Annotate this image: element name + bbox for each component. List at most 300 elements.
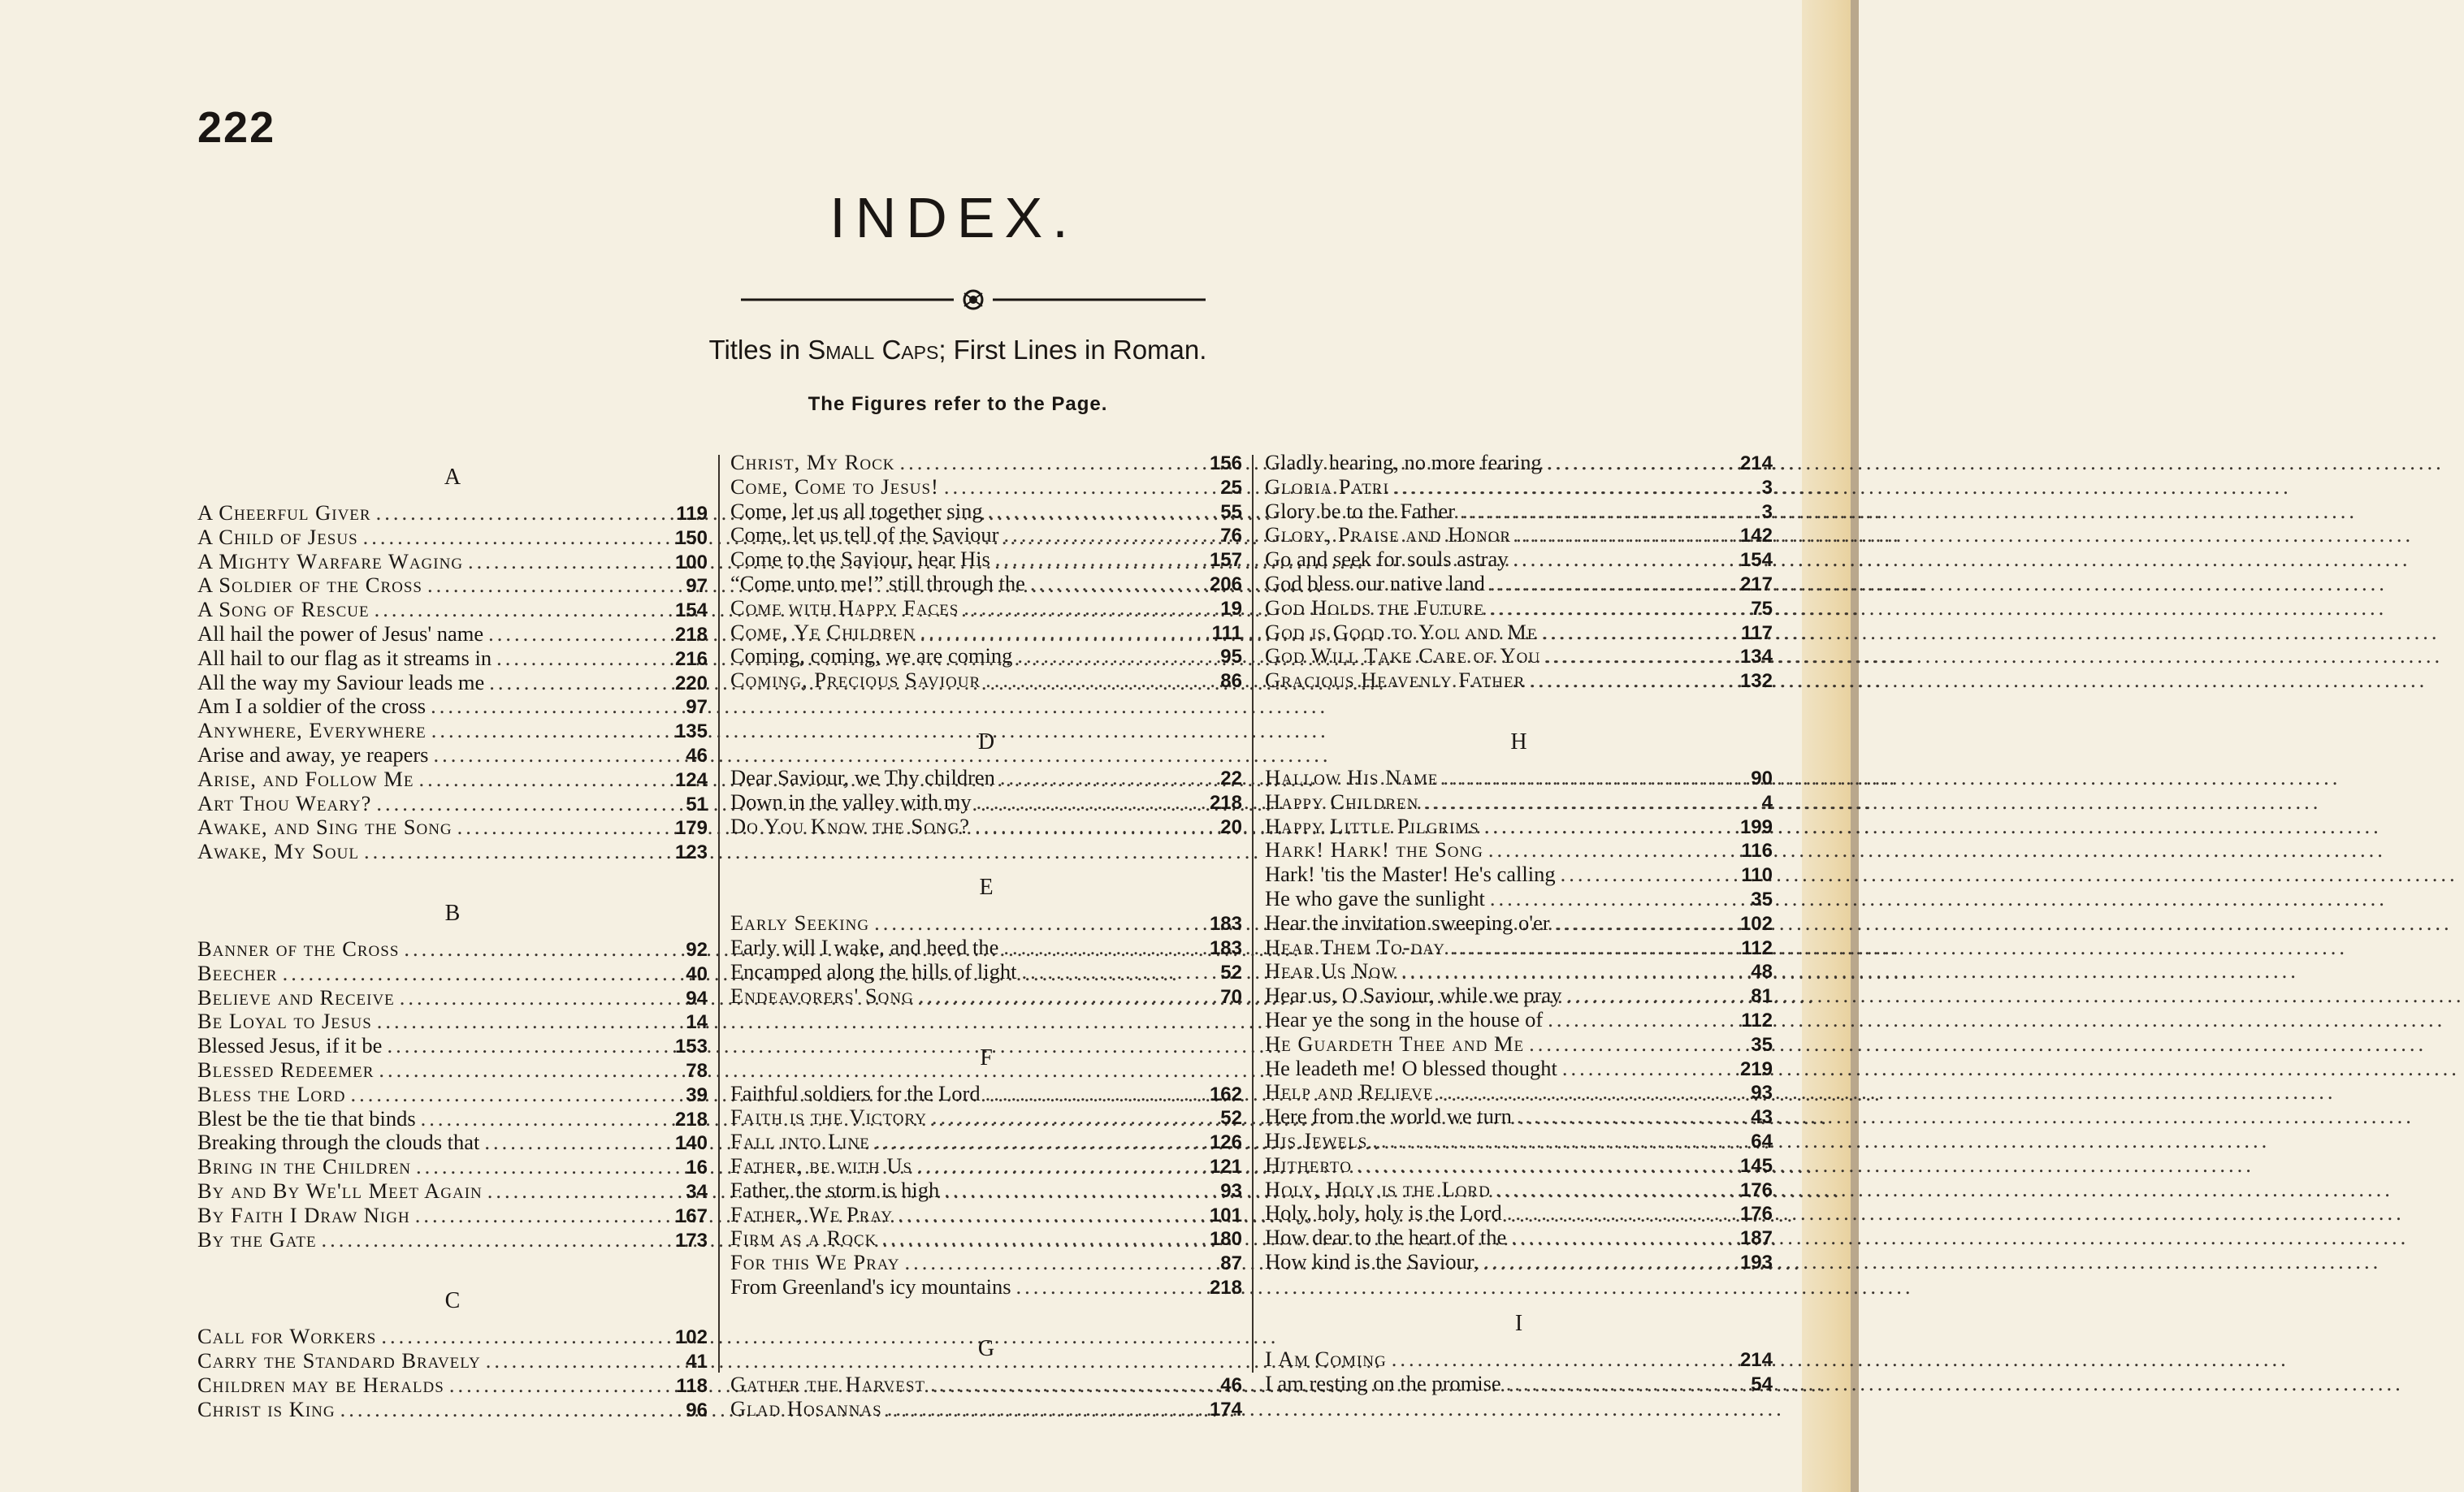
entry-page-number: 97 bbox=[686, 696, 708, 719]
entry-name: A Soldier of the Cross bbox=[197, 573, 422, 598]
index-entry bbox=[1265, 1129, 1773, 1153]
entry-page-number: 40 bbox=[686, 962, 708, 985]
dot-leader bbox=[1450, 936, 1730, 960]
dot-leader bbox=[375, 598, 665, 622]
section-letter: C bbox=[444, 1288, 461, 1314]
index-entry bbox=[197, 1107, 708, 1131]
dot-leader bbox=[904, 1251, 1200, 1275]
dot-leader bbox=[484, 1131, 665, 1155]
index-entry bbox=[1265, 621, 1773, 645]
index-entry bbox=[197, 1398, 708, 1422]
subtitle-part-c: ; First Lines in Roman. bbox=[938, 335, 1207, 365]
entry-page-number: 217 bbox=[1739, 573, 1773, 595]
entry-name: Father, the storm is high bbox=[730, 1177, 940, 1202]
dot-leader bbox=[985, 1082, 1200, 1106]
section-letter: I bbox=[1514, 1310, 1523, 1336]
dot-leader bbox=[1030, 572, 1200, 596]
entry-page-number: 145 bbox=[1739, 1154, 1773, 1177]
entry-name: All the way my Saviour leads me bbox=[197, 669, 485, 694]
dot-leader bbox=[364, 840, 665, 864]
entry-name: Anywhere, Everywhere bbox=[197, 718, 427, 743]
entry-page-number: 96 bbox=[686, 1399, 708, 1421]
dot-leader bbox=[496, 647, 665, 671]
index-entry bbox=[197, 1325, 708, 1349]
index-entry bbox=[730, 547, 1242, 572]
entry-page-number: 20 bbox=[1220, 815, 1242, 838]
entry-name: Banner of the Cross bbox=[197, 936, 400, 961]
entry-page-number: 41 bbox=[686, 1351, 708, 1373]
dot-leader bbox=[1003, 936, 1200, 960]
entry-page-number: 39 bbox=[686, 1083, 708, 1106]
dot-leader bbox=[376, 501, 665, 525]
index-column-3 bbox=[1265, 451, 1773, 1395]
entry-name: Hitherto bbox=[1265, 1152, 1352, 1177]
entry-name: Hark! Hark! the Song bbox=[1265, 837, 1483, 863]
dot-leader bbox=[975, 815, 1200, 839]
dot-leader bbox=[421, 1107, 665, 1131]
dot-leader bbox=[1513, 547, 1730, 572]
entry-name: By and By We'll Meet Again bbox=[197, 1178, 483, 1203]
index-entry bbox=[730, 1130, 1242, 1154]
entry-name: Encamped along the hills of light bbox=[730, 958, 1017, 984]
entry-name: Hear Them To-day bbox=[1265, 934, 1445, 959]
dot-leader bbox=[351, 1083, 665, 1107]
entry-name: God Will Take Care of You bbox=[1265, 643, 1541, 668]
entry-name: Breaking through the clouds that bbox=[197, 1130, 480, 1155]
index-entry bbox=[197, 719, 708, 743]
index-entry bbox=[1265, 1080, 1773, 1105]
dot-leader bbox=[1507, 1201, 1730, 1226]
index-entry bbox=[197, 1373, 708, 1398]
entry-name: Carry the Standard Bravely bbox=[197, 1348, 481, 1373]
index-entry bbox=[197, 1010, 708, 1034]
entry-page-number: 124 bbox=[674, 768, 708, 791]
dot-leader bbox=[1357, 1153, 1730, 1178]
dot-leader bbox=[449, 1373, 665, 1398]
entry-name: Am I a soldier of the cross bbox=[197, 694, 427, 719]
dot-leader bbox=[1401, 959, 1730, 984]
entry-page-number: 93 bbox=[1220, 1179, 1242, 1202]
entry-page-number: 156 bbox=[1209, 452, 1242, 474]
entry-name: Bring in the Children bbox=[197, 1154, 412, 1179]
index-column-2 bbox=[730, 451, 1242, 1421]
entry-name: Bless the Lord bbox=[197, 1081, 346, 1106]
entry-page-number: 46 bbox=[1220, 1373, 1242, 1396]
entry-name: Arise, and Follow Me bbox=[197, 766, 414, 791]
index-entry bbox=[1265, 911, 1773, 936]
entry-page-number: 193 bbox=[1739, 1251, 1773, 1274]
section-letter: E bbox=[979, 875, 994, 901]
index-entry bbox=[1265, 936, 1773, 960]
entry-name: Christ is King bbox=[197, 1396, 336, 1421]
entry-page-number: 110 bbox=[1741, 864, 1773, 887]
entry-name: Gloria Patri bbox=[1265, 474, 1389, 499]
entry-page-number: 118 bbox=[676, 1374, 708, 1397]
entry-page-number: 142 bbox=[1739, 525, 1773, 547]
entry-name: Come to the Saviour, hear His bbox=[730, 547, 990, 572]
entry-name: He Guardeth Thee and Me bbox=[1265, 1031, 1525, 1056]
section-letter: B bbox=[444, 900, 461, 926]
dot-leader bbox=[1488, 838, 1730, 863]
index-entry bbox=[197, 986, 708, 1010]
index-entry bbox=[1265, 451, 1773, 475]
index-entry bbox=[197, 1155, 708, 1179]
entry-page-number: 81 bbox=[1751, 985, 1773, 1008]
index-entry bbox=[730, 936, 1242, 960]
entry-page-number: 92 bbox=[686, 938, 708, 961]
index-entry bbox=[1265, 766, 1773, 790]
entry-name: A Child of Jesus bbox=[197, 524, 358, 549]
entry-page-number: 117 bbox=[1741, 621, 1773, 644]
dot-leader bbox=[1003, 523, 1200, 547]
entry-name: Endeavorers' Song bbox=[730, 983, 914, 1008]
entry-page-number: 43 bbox=[1751, 1106, 1773, 1129]
dot-leader bbox=[379, 1058, 665, 1083]
section-gap bbox=[197, 1252, 708, 1274]
dot-leader bbox=[415, 1204, 665, 1228]
entry-name: His Jewels bbox=[1265, 1127, 1368, 1153]
index-entry bbox=[1265, 1226, 1773, 1250]
subtitle-part-a: Titles in bbox=[708, 335, 808, 365]
dot-leader bbox=[1516, 523, 1730, 547]
entry-page-number: 76 bbox=[1220, 525, 1242, 547]
section-letter: A bbox=[444, 465, 461, 490]
entry-page-number: 100 bbox=[674, 551, 708, 573]
index-entry bbox=[730, 644, 1242, 668]
entry-page-number: 51 bbox=[686, 793, 708, 815]
section-gap bbox=[730, 1009, 1242, 1031]
index-entry bbox=[1265, 1201, 1773, 1226]
index-entry bbox=[730, 451, 1242, 475]
index-entry bbox=[730, 523, 1242, 547]
dot-leader bbox=[431, 694, 665, 719]
index-entry bbox=[730, 960, 1242, 984]
dot-leader bbox=[1511, 1226, 1730, 1250]
dot-leader bbox=[898, 1203, 1200, 1227]
section-letter: G bbox=[977, 1335, 995, 1361]
entry-name: He leadeth me! O blessed thought bbox=[1265, 1055, 1557, 1080]
entry-page-number: 95 bbox=[1220, 646, 1242, 668]
dot-leader bbox=[418, 768, 665, 792]
dot-leader bbox=[1484, 815, 1730, 839]
entry-page-number: 90 bbox=[1751, 767, 1773, 789]
dot-leader bbox=[1547, 451, 1730, 475]
index-entry bbox=[1265, 1178, 1773, 1202]
entry-name: Blest be the tie that binds bbox=[197, 1105, 416, 1131]
index-entry bbox=[197, 525, 708, 550]
entry-name: Art Thou Weary? bbox=[197, 790, 372, 815]
subtitle-part-b: Small Caps bbox=[808, 335, 939, 365]
entry-name: Gladly hearing, no more fearing bbox=[1265, 450, 1542, 474]
dot-leader bbox=[468, 550, 665, 574]
dot-leader bbox=[1555, 911, 1730, 936]
section-letter: D bbox=[977, 729, 995, 755]
entry-page-number: 112 bbox=[1741, 936, 1773, 959]
entry-name: I Am Coming bbox=[1265, 1346, 1387, 1371]
index-entry bbox=[197, 1228, 708, 1252]
entry-page-number: 121 bbox=[1209, 1155, 1242, 1178]
dot-leader bbox=[1372, 1129, 1730, 1153]
entry-name: Come, Come to Jesus! bbox=[730, 474, 939, 499]
index-entry bbox=[1265, 1372, 1773, 1396]
index-entry bbox=[730, 1275, 1242, 1300]
dot-leader bbox=[1394, 475, 1730, 499]
entry-page-number: 70 bbox=[1220, 985, 1242, 1008]
page-reference-note: The Figures refer to the Page. bbox=[808, 393, 1108, 415]
entry-name: God bless our native land bbox=[1265, 570, 1485, 595]
index-entry bbox=[1265, 887, 1773, 911]
entry-name: Faithful soldiers for the Lord bbox=[730, 1080, 981, 1105]
entry-name: Here from the world we turn bbox=[1265, 1104, 1512, 1129]
entry-name: God Holds the Future bbox=[1265, 595, 1485, 620]
dot-leader bbox=[363, 525, 665, 550]
index-entry bbox=[197, 1349, 708, 1373]
entry-page-number: 140 bbox=[674, 1132, 708, 1155]
dot-leader bbox=[1562, 1057, 1730, 1081]
dot-leader bbox=[1016, 1275, 1200, 1300]
entry-name: Believe and Receive bbox=[197, 984, 395, 1010]
entry-name: Come with Happy Faces bbox=[730, 595, 959, 620]
entry-page-number: 187 bbox=[1739, 1227, 1773, 1250]
entry-page-number: 35 bbox=[1751, 888, 1773, 910]
dot-leader bbox=[416, 1155, 665, 1179]
entry-name: I am resting on the promise bbox=[1265, 1370, 1501, 1395]
dot-leader bbox=[875, 1130, 1200, 1154]
dot-leader bbox=[1000, 766, 1200, 790]
entry-name: Coming, Precious Saviour bbox=[730, 668, 981, 693]
entry-name: Help and Relieve bbox=[1265, 1079, 1434, 1105]
entry-name: Children may be Heralds bbox=[197, 1372, 444, 1397]
entry-name: How kind is the Saviour, bbox=[1265, 1248, 1479, 1274]
index-entry bbox=[197, 1083, 708, 1107]
entry-name: Hark! 'tis the Master! He's calling bbox=[1265, 862, 1556, 887]
entry-page-number: 52 bbox=[1220, 961, 1242, 984]
index-entry bbox=[197, 840, 708, 864]
section-gap bbox=[197, 864, 708, 887]
entry-name: Gracious Heavenly Father bbox=[1265, 668, 1526, 693]
entry-name: He who gave the sunlight bbox=[1265, 885, 1485, 910]
entry-name: Dear Saviour, we Thy children bbox=[730, 764, 995, 789]
dot-leader bbox=[1483, 1250, 1730, 1274]
ornament-divider-icon bbox=[741, 284, 1206, 315]
section-gap bbox=[730, 693, 1242, 716]
entry-page-number: 119 bbox=[676, 503, 708, 525]
entry-page-number: 218 bbox=[1209, 791, 1242, 814]
index-entry bbox=[730, 1373, 1242, 1397]
index-entry bbox=[1265, 644, 1773, 668]
entry-name: Do You Know the Song? bbox=[730, 813, 971, 838]
page-number: 222 bbox=[197, 103, 276, 152]
entry-page-number: 218 bbox=[674, 623, 708, 646]
entry-page-number: 206 bbox=[1209, 573, 1242, 595]
index-entry bbox=[1265, 596, 1773, 621]
dot-leader bbox=[431, 719, 665, 743]
entry-name: Fall into Line bbox=[730, 1129, 870, 1154]
dot-leader bbox=[944, 1178, 1200, 1203]
index-entry bbox=[1265, 1347, 1773, 1372]
index-entry bbox=[1265, 838, 1773, 863]
section-gap bbox=[1265, 693, 1773, 716]
subtitle bbox=[0, 335, 1859, 365]
entry-page-number: 111 bbox=[1211, 621, 1242, 644]
index-entry bbox=[197, 743, 708, 768]
dot-leader bbox=[1460, 499, 1730, 524]
entry-page-number: 132 bbox=[1739, 670, 1773, 693]
entry-page-number: 214 bbox=[1739, 1348, 1773, 1371]
entry-page-number: 102 bbox=[1739, 912, 1773, 935]
index-entry bbox=[197, 573, 708, 598]
entry-page-number: 14 bbox=[686, 1011, 708, 1034]
dot-leader bbox=[322, 1228, 665, 1252]
dot-leader bbox=[985, 668, 1200, 693]
entry-name: Coming, coming, we are coming bbox=[730, 643, 1013, 668]
index-entry bbox=[730, 596, 1242, 621]
entry-page-number: 93 bbox=[1751, 1082, 1773, 1105]
entry-page-number: 78 bbox=[686, 1059, 708, 1082]
dot-leader bbox=[487, 1179, 665, 1204]
dot-leader bbox=[1517, 1105, 1730, 1129]
entry-name: Glory be to the Father bbox=[1265, 498, 1456, 523]
dot-leader bbox=[1423, 790, 1730, 815]
entry-name: Awake, and Sing the Song bbox=[197, 815, 453, 840]
index-entry bbox=[1265, 1032, 1773, 1057]
index-column-1 bbox=[197, 451, 708, 1422]
dot-leader bbox=[1566, 984, 1730, 1008]
dot-leader bbox=[1545, 644, 1730, 668]
index-entry bbox=[197, 1179, 708, 1204]
dot-leader bbox=[1490, 887, 1730, 911]
index-title: INDEX. bbox=[829, 186, 1078, 249]
dot-leader bbox=[919, 984, 1200, 1009]
entry-page-number: 183 bbox=[1209, 937, 1242, 960]
entry-name: Arise and away, ye reapers bbox=[197, 742, 429, 767]
entry-page-number: 35 bbox=[1751, 1033, 1773, 1056]
index-entry bbox=[730, 1154, 1242, 1178]
entry-page-number: 3 bbox=[1761, 500, 1773, 523]
section-gap bbox=[730, 1300, 1242, 1322]
entry-page-number: 174 bbox=[1209, 1398, 1242, 1421]
dot-leader bbox=[1489, 596, 1730, 621]
index-entry bbox=[1265, 863, 1773, 887]
index-entry bbox=[1265, 572, 1773, 596]
dot-leader bbox=[381, 1325, 665, 1349]
entry-name: Call for Workers bbox=[197, 1324, 377, 1349]
index-entry bbox=[1265, 1250, 1773, 1274]
entry-name: How dear to the heart of the bbox=[1265, 1225, 1507, 1250]
index-entry bbox=[730, 499, 1242, 524]
index-entry bbox=[730, 1178, 1242, 1203]
dot-leader bbox=[917, 1154, 1200, 1178]
dot-leader bbox=[283, 962, 665, 986]
entry-name: Come, Ye Children bbox=[730, 619, 916, 644]
index-entry bbox=[1265, 475, 1773, 499]
entry-name: A Cheerful Giver bbox=[197, 500, 371, 525]
entry-name: Hear the invitation sweeping o'er bbox=[1265, 910, 1550, 935]
dot-leader bbox=[488, 622, 665, 647]
index-entry bbox=[730, 668, 1242, 693]
section-letter: F bbox=[980, 1044, 993, 1070]
index-entry bbox=[730, 1397, 1242, 1421]
entry-name: For this We Pray bbox=[730, 1250, 900, 1275]
entry-name: Beecher bbox=[197, 960, 278, 985]
entry-page-number: 25 bbox=[1220, 476, 1242, 499]
index-entry bbox=[197, 1131, 708, 1155]
index-entry bbox=[1265, 499, 1773, 524]
entry-name: Gather the Harvest bbox=[730, 1371, 926, 1396]
entry-page-number: 183 bbox=[1209, 913, 1242, 936]
entry-page-number: 179 bbox=[674, 817, 708, 840]
dot-leader bbox=[930, 1373, 1200, 1397]
index-entry bbox=[1265, 1105, 1773, 1129]
entry-page-number: 55 bbox=[1220, 500, 1242, 523]
dot-leader bbox=[1490, 572, 1730, 596]
dot-leader bbox=[376, 792, 665, 816]
index-entry bbox=[730, 766, 1242, 790]
index-entry bbox=[730, 984, 1242, 1009]
entry-name: Holy, Holy is the Lord bbox=[1265, 1176, 1491, 1201]
entry-page-number: 3 bbox=[1761, 476, 1773, 499]
index-entry bbox=[197, 815, 708, 840]
entry-page-number: 219 bbox=[1739, 1057, 1773, 1080]
dot-leader bbox=[1529, 1032, 1730, 1057]
index-entry bbox=[1265, 790, 1773, 815]
index-entry bbox=[730, 911, 1242, 936]
index-entry bbox=[197, 937, 708, 962]
index-entry bbox=[1265, 815, 1773, 839]
entry-page-number: 167 bbox=[674, 1204, 708, 1227]
dot-leader bbox=[920, 621, 1200, 645]
entry-page-number: 216 bbox=[674, 647, 708, 670]
entry-name: All hail to our flag as it streams in bbox=[197, 645, 492, 670]
entry-page-number: 102 bbox=[674, 1326, 708, 1349]
index-entry bbox=[1265, 1008, 1773, 1032]
dot-leader bbox=[340, 1398, 665, 1422]
entry-name: A Song of Rescue bbox=[197, 597, 370, 622]
dot-leader bbox=[404, 937, 665, 962]
index-entry bbox=[730, 815, 1242, 839]
dot-leader bbox=[377, 1010, 665, 1034]
entry-name: Blessed Redeemer bbox=[197, 1057, 375, 1082]
dot-leader bbox=[1392, 1347, 1730, 1372]
entry-page-number: 180 bbox=[1209, 1228, 1242, 1251]
index-entry bbox=[197, 501, 708, 525]
entry-name: Come, let us all together sing bbox=[730, 498, 983, 523]
section-gap bbox=[730, 838, 1242, 861]
entry-name: A Mighty Warfare Waging bbox=[197, 548, 464, 573]
entry-name: Father, We Pray bbox=[730, 1201, 894, 1226]
dot-leader bbox=[427, 573, 665, 598]
dot-leader bbox=[900, 451, 1200, 475]
dot-leader bbox=[1542, 621, 1730, 645]
entry-page-number: 22 bbox=[1220, 767, 1242, 789]
entry-page-number: 123 bbox=[674, 841, 708, 864]
index-entry bbox=[730, 1203, 1242, 1227]
index-entry bbox=[197, 768, 708, 792]
dot-leader bbox=[887, 1397, 1200, 1421]
entry-page-number: 16 bbox=[686, 1157, 708, 1179]
entry-name: Hear us, O Saviour, while we pray bbox=[1265, 983, 1562, 1008]
dot-leader bbox=[1438, 1080, 1730, 1105]
dot-leader bbox=[1022, 960, 1200, 984]
dot-leader bbox=[1561, 863, 1730, 887]
index-entry bbox=[197, 1204, 708, 1228]
dot-leader bbox=[944, 475, 1200, 499]
entry-name: Christ, My Rock bbox=[730, 450, 895, 474]
entry-name: Blessed Jesus, if it be bbox=[197, 1033, 383, 1058]
entry-name: Hear Us Now bbox=[1265, 958, 1397, 984]
entry-name: Hear ye the song in the house of bbox=[1265, 1006, 1544, 1031]
index-entry bbox=[197, 622, 708, 647]
